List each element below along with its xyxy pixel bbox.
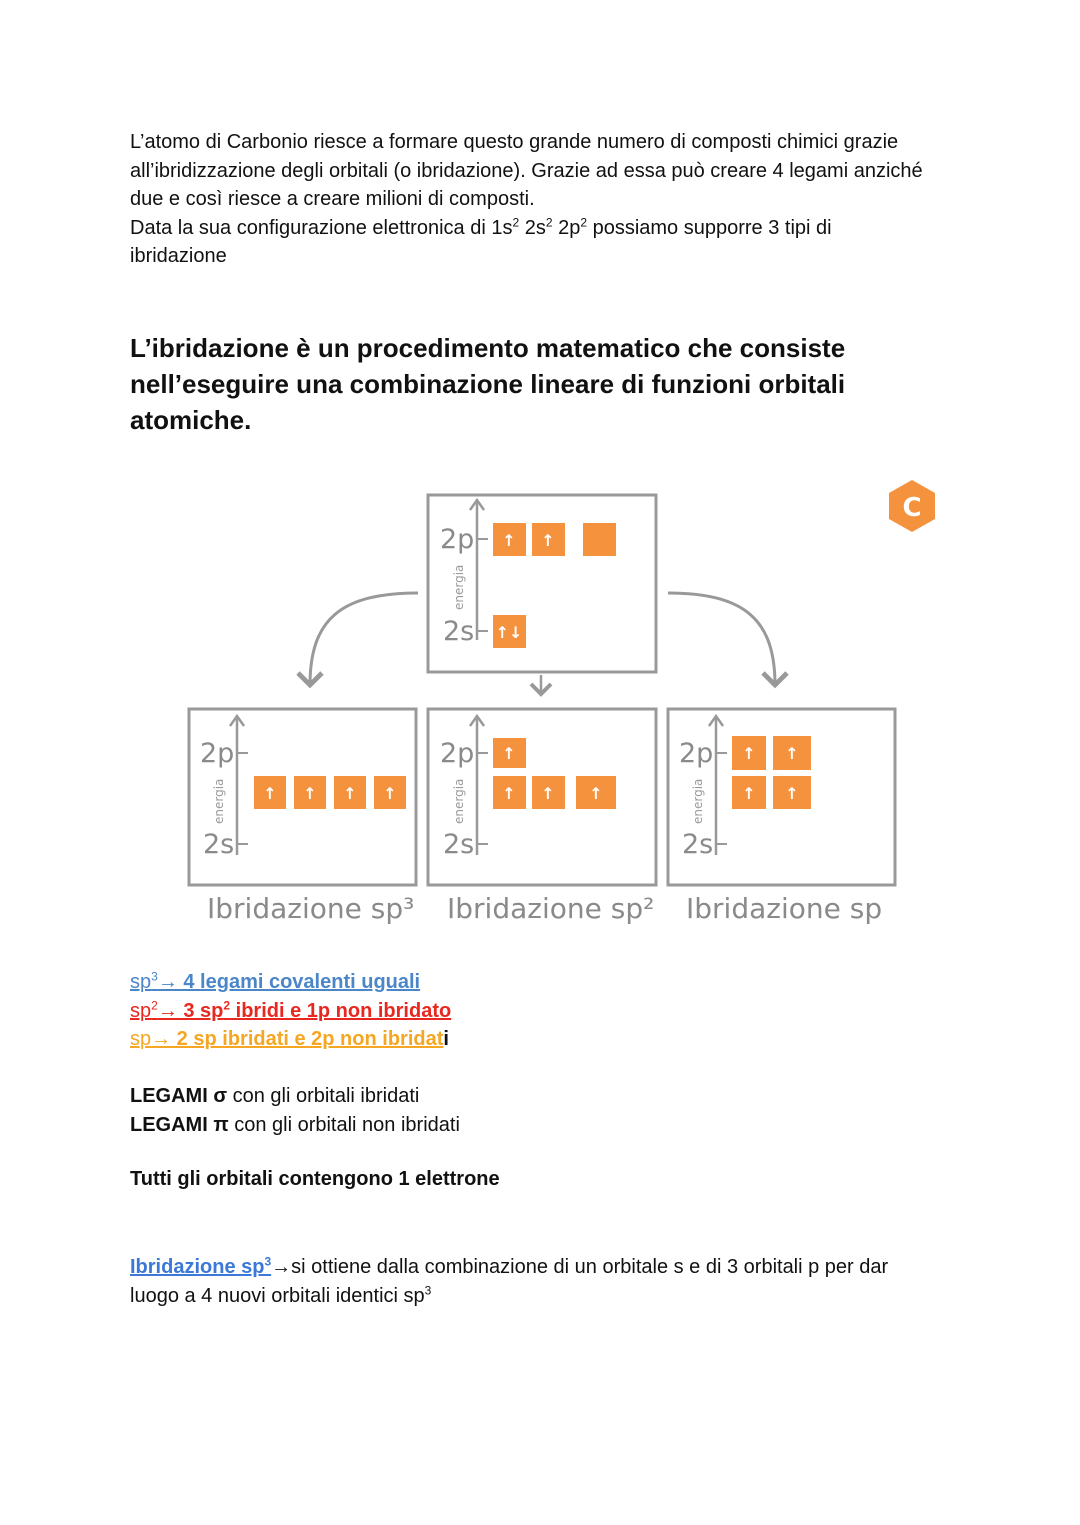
- orbital-2p-2: [532, 523, 565, 556]
- arrow-to-sp: [668, 593, 775, 685]
- sp3-link[interactable]: Ibridazione $sp^3$: [130, 1254, 272, 1278]
- sp3-box: [189, 709, 416, 885]
- svg-text:↑: ↑: [742, 784, 756, 803]
- summary-sp: sp→ 2 sp ibridati e 2p non ibridati: [130, 1028, 449, 1050]
- intro-paragraph: [130, 128, 930, 271]
- caption-sp3: Ibridazione sp³: [207, 892, 415, 925]
- svg-text:↑: ↑: [263, 784, 277, 803]
- ground-state-box: [428, 495, 656, 672]
- svg-text:↑: ↑: [343, 784, 357, 803]
- orbital-2p-1: [493, 523, 526, 556]
- pi-bond-line: LEGAMI π con gli orbitali non ibridati: [130, 1113, 460, 1136]
- sigma-bond-line: LEGAMI σ con gli orbitali ibridati: [130, 1085, 420, 1107]
- bond-types: [130, 1082, 460, 1139]
- svg-text:2p: 2p: [440, 738, 475, 769]
- svg-text:↑: ↑: [541, 531, 555, 550]
- sp3-orbital-2: [294, 776, 326, 809]
- svg-text:↑: ↑: [589, 784, 603, 803]
- svg-text:↑: ↑: [502, 784, 516, 803]
- svg-text:2p: 2p: [679, 738, 714, 769]
- caption-sp: Ibridazione sp: [686, 892, 883, 925]
- sp-orbital-2: [773, 776, 811, 809]
- svg-text:C: C: [902, 493, 922, 523]
- sp3-orbital-4: [374, 776, 406, 809]
- svg-text:energia: energia: [691, 778, 705, 824]
- svg-text:↑: ↑: [383, 784, 397, 803]
- hybridization-summary: [130, 968, 451, 1054]
- svg-text:↑↓: ↑↓: [495, 623, 523, 642]
- sp-p-orbital-1: [732, 736, 766, 770]
- definition-heading: L’ibridazione è un procedimento matematico che consiste nell’eseguire una combinazione lineare di funzioni orbitali atomiche.: [130, 333, 846, 435]
- svg-text:energia: energia: [212, 778, 226, 824]
- sp2-orbital-1: [493, 776, 526, 809]
- svg-text:2s: 2s: [443, 829, 475, 860]
- level-2s-label: 2s: [443, 616, 475, 647]
- svg-text:2s: 2s: [203, 829, 235, 860]
- intro-text: L’atomo di Carbonio riesce a formare questo grande numero di composti chimici grazie all’ibridizzazione degli orbitali (o ibridazione). Grazie ad essa può creare 4 legami anziché due e così riesce a creare milioni di composti.: [130, 131, 923, 210]
- orbital-2p-3: [583, 523, 616, 556]
- energy-axis-label: energia: [452, 564, 466, 610]
- svg-text:↑: ↑: [502, 531, 516, 550]
- sp2-orbital-3: [576, 776, 616, 809]
- summary-sp3: $sp^3\to 4$ legami covalenti uguali: [130, 969, 421, 993]
- svg-text:↑: ↑: [742, 744, 756, 763]
- level-2p-label: 2p: [440, 524, 475, 555]
- config-text: Data la sua configurazione elettronica di $1s^2$ $2s^2$ $2p^2$ possiamo supporre 3 tipi di ibridazione: [130, 214, 832, 267]
- caption-sp2: Ibridazione sp²: [447, 892, 655, 925]
- summary-sp2: $sp^2\to 3$ $sp^2$ ibridi e 1p non ibridato: [130, 997, 452, 1022]
- orbital-2s: [493, 615, 526, 648]
- sp2-box: [428, 709, 656, 885]
- svg-text:↑: ↑: [785, 744, 799, 763]
- svg-text:2p: 2p: [200, 738, 235, 769]
- all-orbitals-note: Tutti gli orbitali contengono 1 elettrone: [130, 1168, 500, 1190]
- sp-box: [668, 709, 895, 885]
- svg-text:energia: energia: [452, 778, 466, 824]
- brand-logo: [889, 480, 935, 532]
- svg-text:↑: ↑: [502, 744, 516, 763]
- sp-p-orbital-2: [773, 736, 811, 770]
- svg-text:↑: ↑: [303, 784, 317, 803]
- sp3-explanation: Ibridazione $sp^3\to si$ ottiene dalla combinazione di un orbitale s e di 3 orbitali p per dar luogo a 4 nuovi orbitali identici $sp^3$: [130, 1254, 889, 1307]
- hybridization-diagram: [0, 470, 1080, 940]
- sp2-p-orbital: [493, 738, 526, 768]
- svg-text:↑: ↑: [541, 784, 555, 803]
- svg-text:2s: 2s: [682, 829, 714, 860]
- sp3-orbital-3: [334, 776, 366, 809]
- sp2-orbital-2: [532, 776, 565, 809]
- sp3-orbital-1: [254, 776, 286, 809]
- svg-text:↑: ↑: [785, 784, 799, 803]
- arrow-to-sp3: [310, 593, 418, 685]
- sp-orbital-1: [732, 776, 766, 809]
